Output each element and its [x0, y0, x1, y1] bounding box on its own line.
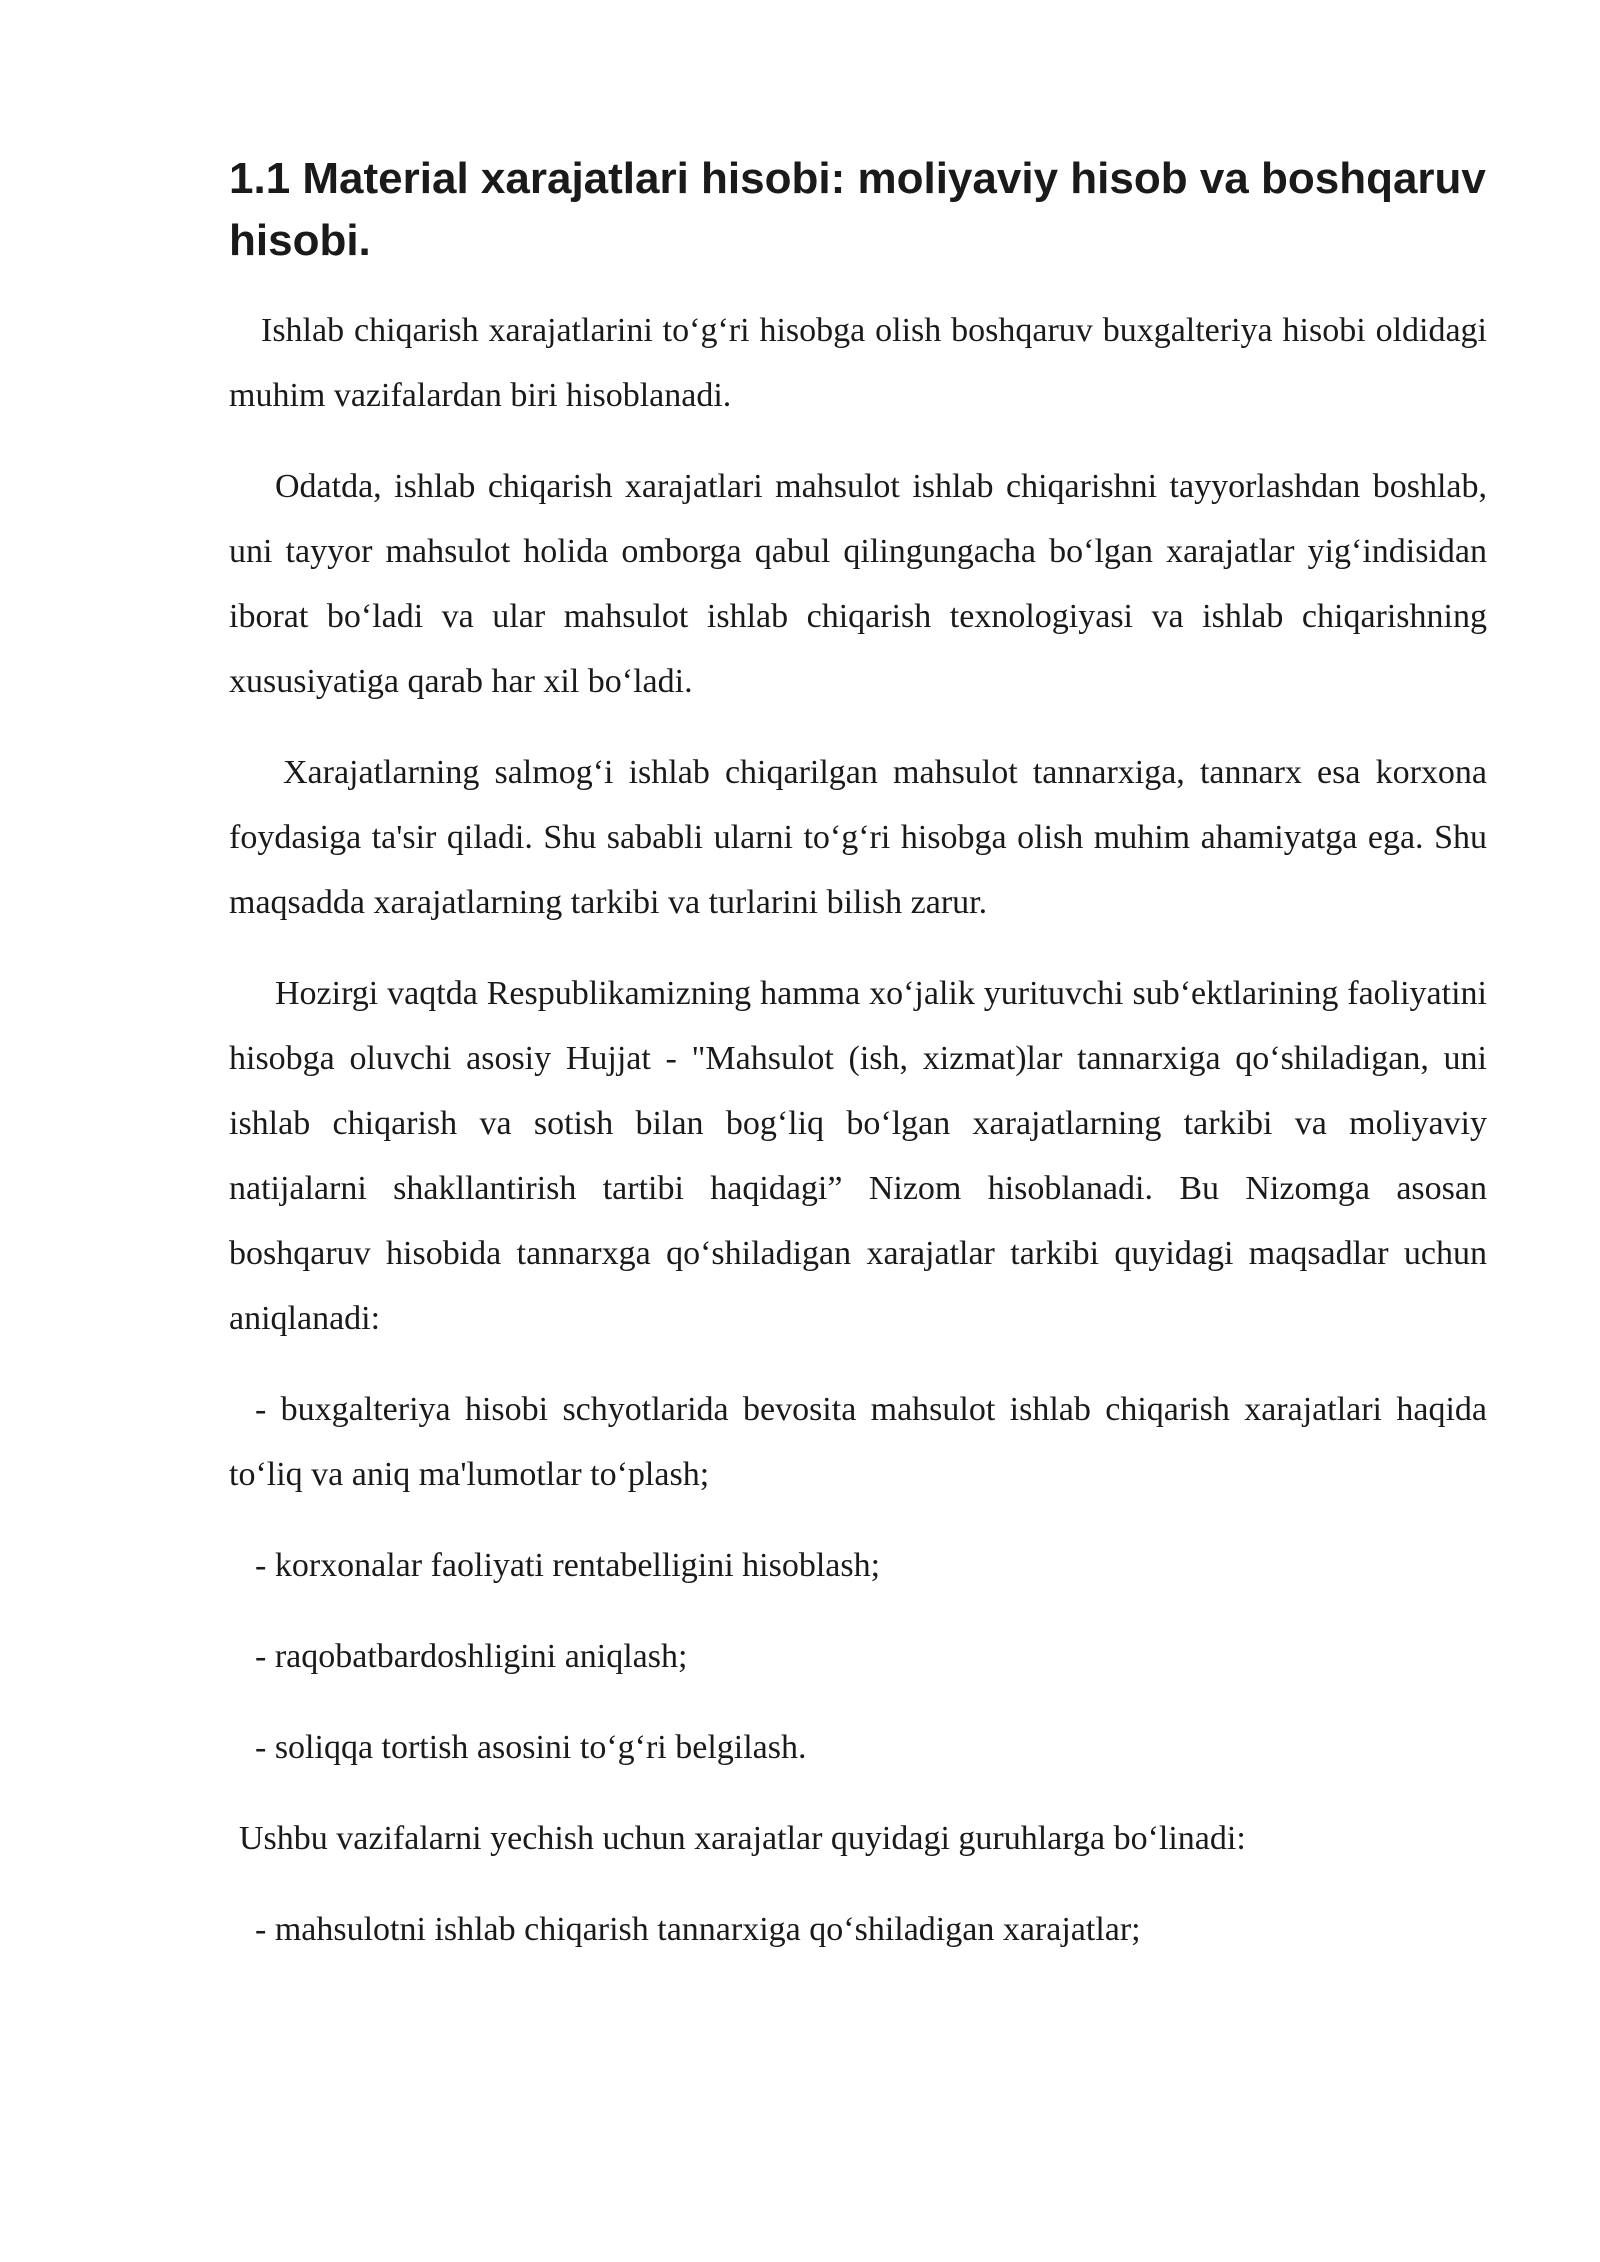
paragraph-4: Hozirgi vaqtda Respublikamizning hamma xo‘jalik yurituvchi sub‘ektlarining faoliyatini hisobga oluvchi asosiy Hujjat - "Mahsulot (ish, xizmat)lar tannarxiga qo‘shiladigan, uni ishlab chiqarish va sotish bilan bog‘liq bo‘lgan xarajatlarning tarkibi va moliyaviy natijalarni shakllantirish tartibi haqidagi” Nizom hisoblanadi. Bu Nizomga asosan boshqaruv hisobida tannarxga qo‘shiladigan xarajatlar tarkibi quyidagi maqsadlar uchun aniqlanadi:	[229, 975, 1487, 1337]
list-item-purpose-4: - soliqqa tortish asosini to‘g‘ri belgilash.	[255, 1729, 807, 1766]
list-item-purpose-3: - raqobatbardoshligini aniqlash;	[255, 1638, 688, 1675]
paragraph-1: Ishlab chiqarish xarajatlarini to‘g‘ri hisobga olish boshqaruv buxgalteriya hisobi oldidagi muhim vazifalardan biri hisoblanadi.	[229, 312, 1487, 414]
paragraph-3: Xarajatlarning salmog‘i ishlab chiqarilgan mahsulot tannarxiga, tannarx esa korxona foydasiga ta'sir qiladi. Shu sababli ularni to‘g‘ri hisobga olish muhim ahamiyatga ega. Shu maqsadda xarajatlarning tarkibi va turlarini bilish zarur.	[229, 754, 1487, 921]
paragraph-2: Odatda, ishlab chiqarish xarajatlari mahsulot ishlab chiqarishni tayyorlashdan boshlab, uni tayyor mahsulot holida omborga qabul qilingungacha bo‘lgan xarajatlar yig‘indisidan iborat bo‘ladi va ular mahsulot ishlab chiqarish texnologiyasi va ishlab chiqarishning xususiyatiga qarab har xil bo‘ladi.	[229, 468, 1487, 700]
list-item-purpose-1: - buxgalteriya hisobi schyotlarida bevosita mahsulot ishlab chiqarish xarajatlari haqida to‘liq va aniq ma'lumotlar to‘plash;	[229, 1391, 1487, 1493]
list-item-group-1: - mahsulotni ishlab chiqarish tannarxiga qo‘shiladigan xarajatlar;	[255, 1911, 1141, 1948]
section-heading: 1.1 Material xarajatlari hisobi: moliyaviy hisob va boshqaruv hisobi.	[229, 154, 1486, 265]
list-item-purpose-2: - korxonalar faoliyati rentabelligini hisoblash;	[255, 1547, 881, 1584]
page-content	[229, 148, 1487, 1988]
lead-in-paragraph: Ushbu vazifalarni yechish uchun xarajatlar quyidagi guruhlarga bo‘linadi:	[239, 1820, 1246, 1857]
